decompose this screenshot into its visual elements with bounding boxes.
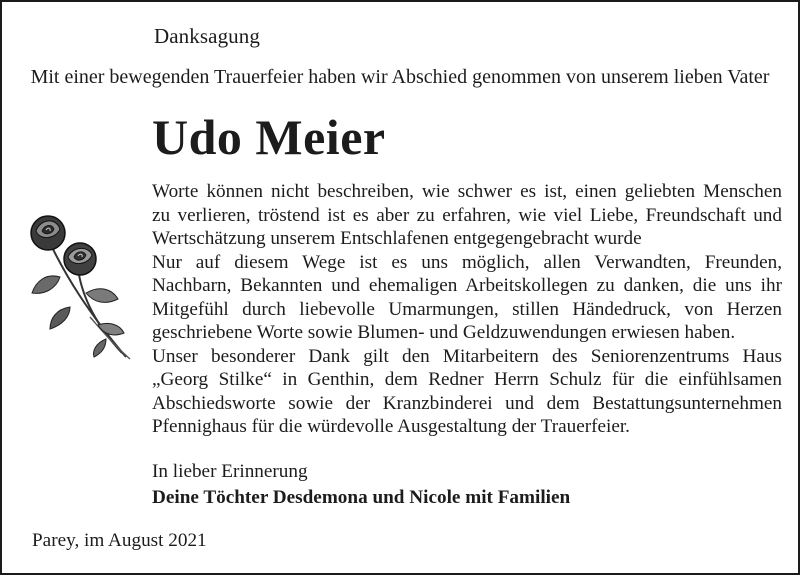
body-text [152,180,782,439]
body-line: Unser besonderer Dank gilt den Mitarbeitern des Seniorenzentrums Haus [152,345,782,367]
body-line: Abschiedsworte sowie der Kranzbinderei und dem Bestattungsunternehmen [152,392,782,414]
place-date: Parey, im August 2021 [32,530,207,551]
body-line: Wertschätzung unserem Entschlafenen entgegengebracht wurde [152,228,642,250]
notice-heading: Danksagung [154,24,260,48]
signature: Deine Töchter Desdemona und Nicole mit Familien [152,487,571,508]
body-line: Nachbarn, Bekannten und ehemaligen Arbeitskollegen zu danken, die uns ihr [152,275,782,297]
body-line: geschriebene Worte sowie Blumen- und Geldzuwendungen erwiesen haben. [152,322,736,344]
closing-block [152,459,570,511]
body-line: Pfennighaus für die würdevolle Ausgestaltung der Trauerfeier. [152,416,630,438]
closing-phrase: In lieber Erinnerung [152,461,308,482]
body-line: Nur auf diesem Wege ist es uns möglich, allen Verwandten, Freunden, [152,251,782,273]
body-line: zu verlieren, tröstend ist es aber zu erfahren, wie viel Liebe, Freundschaft und [152,204,782,226]
body-line: „Georg Stilke“ in Genthin, dem Redner Herrn Schulz für die einfühlsamen [152,369,782,391]
body-line: Mitgefühl durch liebevolle Umarmungen, stillen Händedruck, von Herzen [152,298,782,320]
deceased-name: Udo Meier [152,109,386,165]
intro-line: Mit einer bewegenden Trauerfeier haben wir Abschied genommen von unserem lieben Vater [30,66,770,88]
roses-icon [26,207,138,367]
body-line: Worte können nicht beschreiben, wie schwer es ist, einen geliebten Menschen [152,181,782,202]
